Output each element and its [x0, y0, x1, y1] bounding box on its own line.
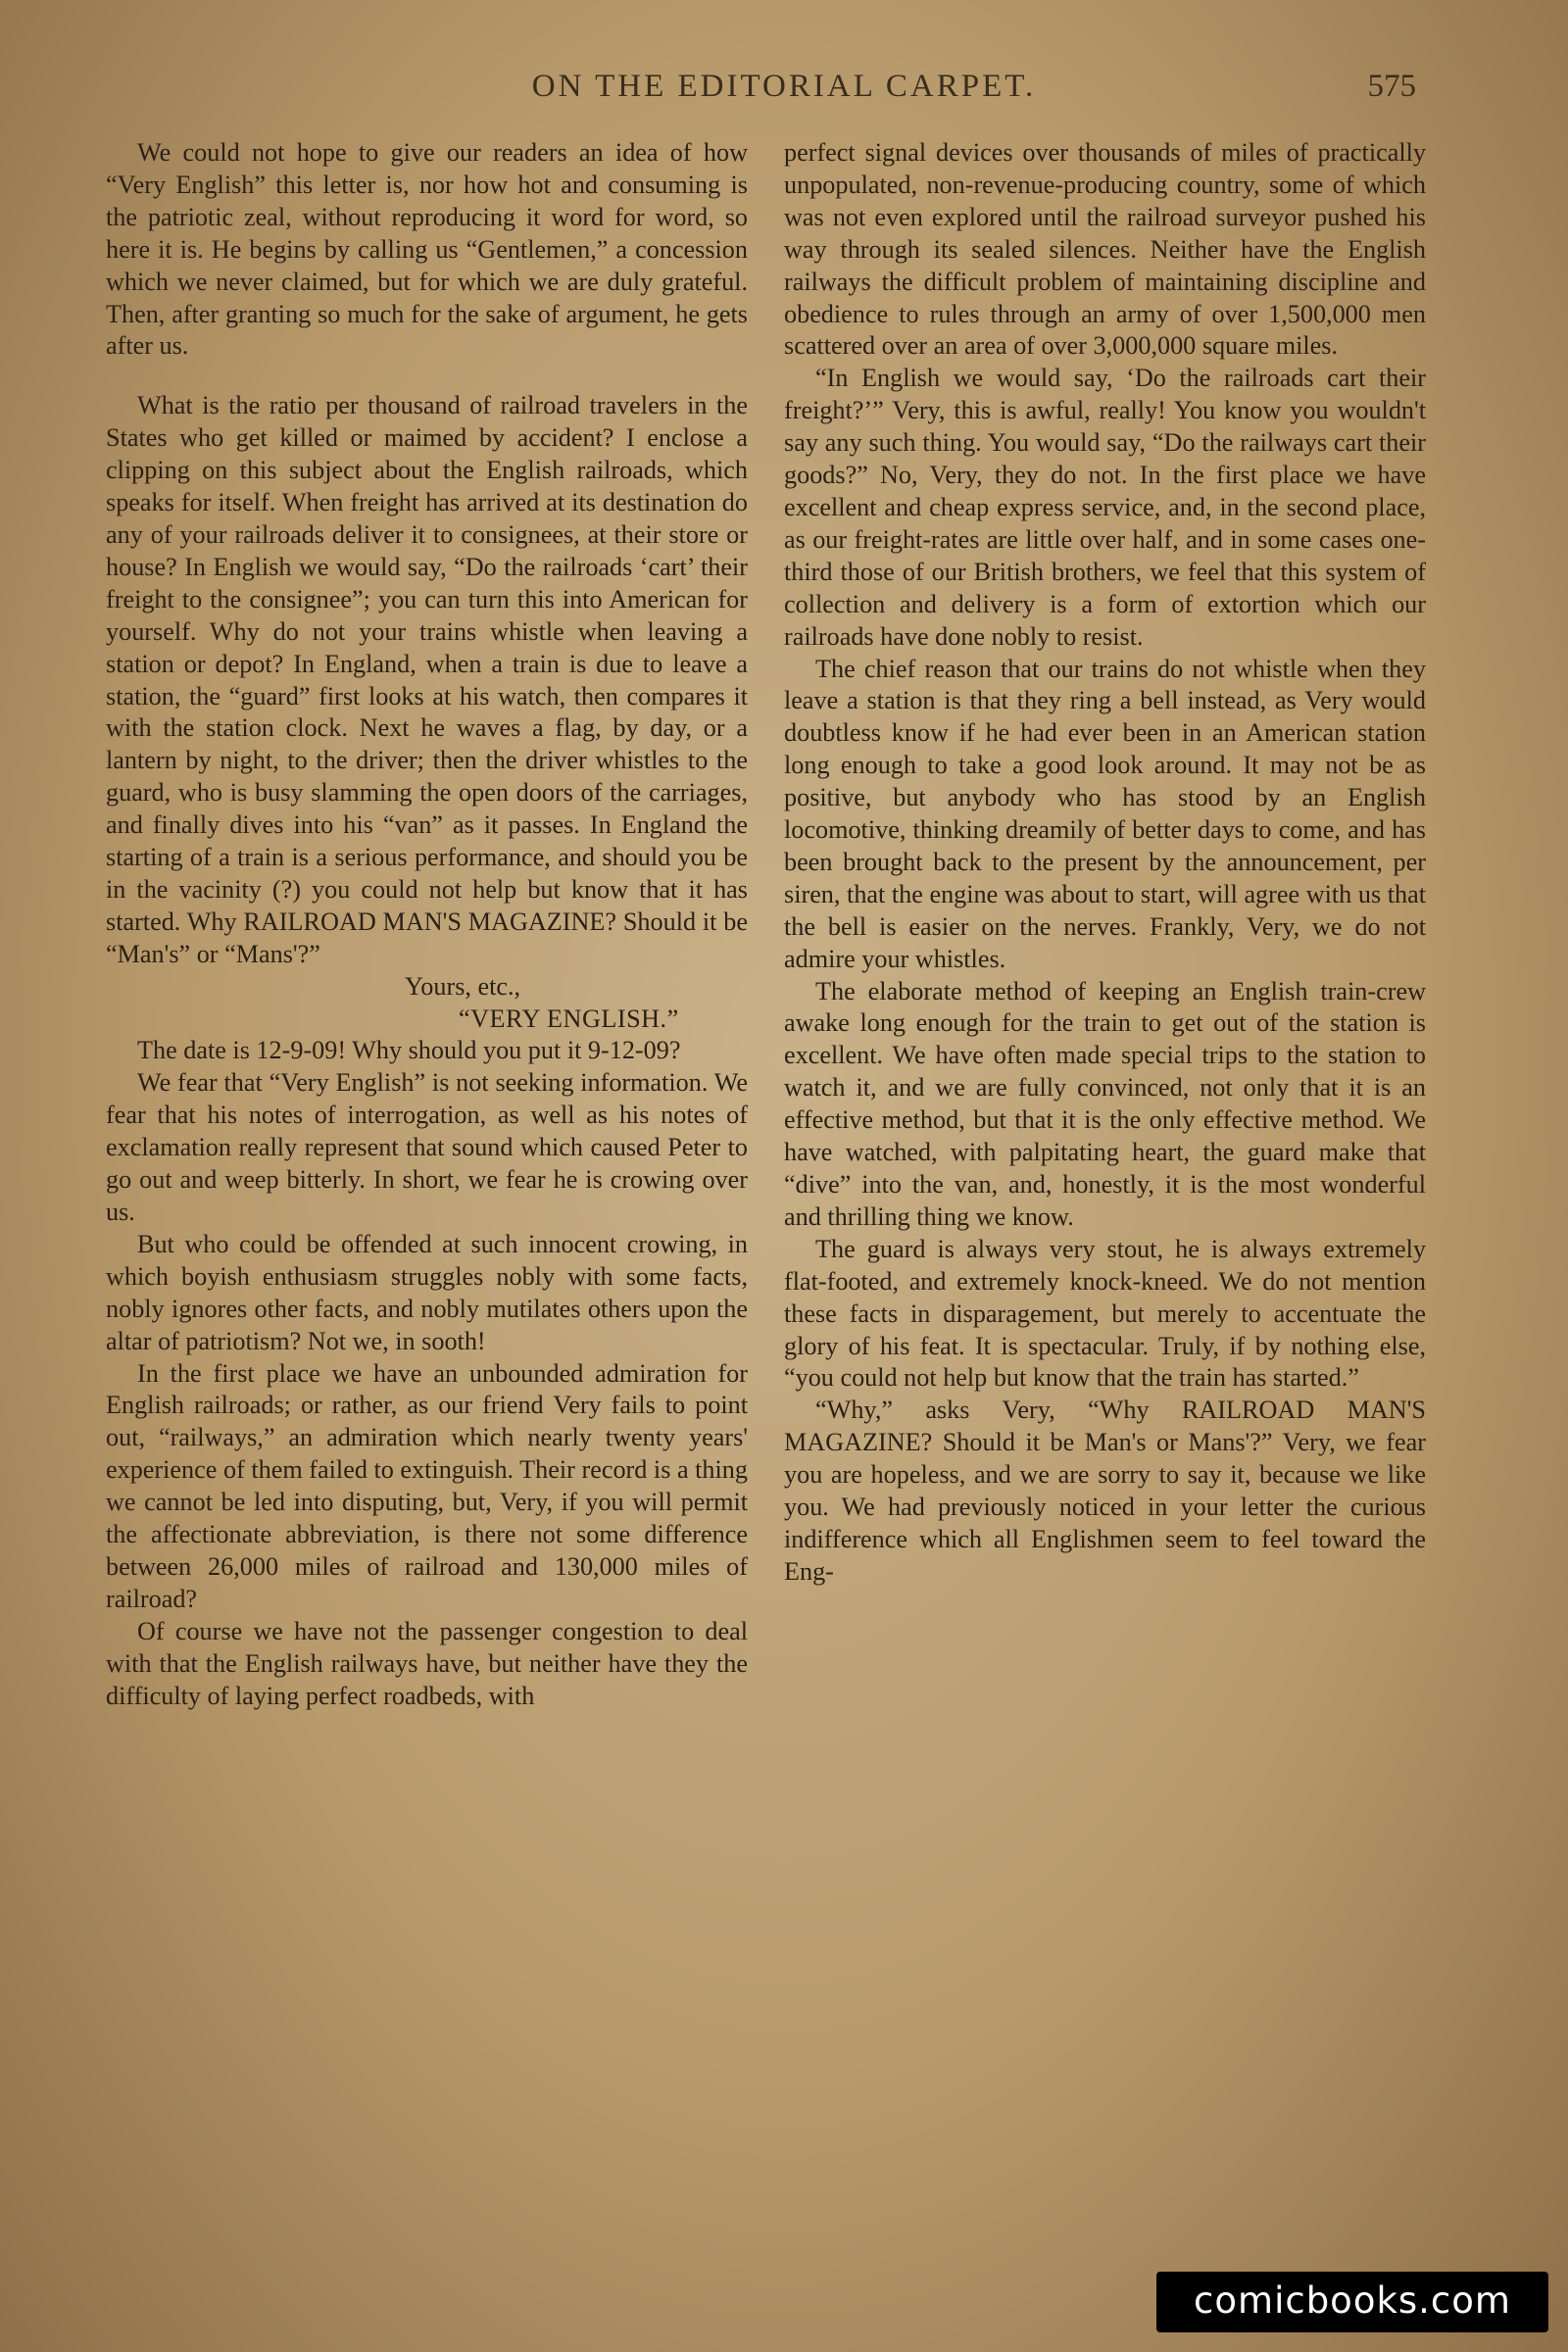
letter-paragraph: What is the ratio per thousand of railroad travelers in the States who get killed or maimed by accident? I enclose a clipping on this subject about the English railroads, which speaks for itself. When freight has arrived at its destination do any of your railroads deliver it to consignees, at their store or house? In English we would say, “Do the railroads ‘cart’ their freight to the consignee”; you can turn this into American for yourself. Why do not your trains whistle when leaving a station or depot? In England, when a train is due to leave a station, the “guard” first looks at his watch, then compares it with the station clock. Next he waves a flag, by day, or a lantern by night, to the driver; then the driver whistles to the guard, who is busy slamming the open doors of the carriages, and finally dives into his “van” as it passes. In England the starting of a train is a serious performance, and should you be in the vacinity (?) you could not help but know that it has started. Why RAILROAD MAN'S MAGAZINE? Should it be “Man's” or “Mans'?” [106, 391, 748, 968]
paragraph: We could not hope to give our readers an idea of how “Very English” this letter is, nor how hot and consuming is the patriotic zeal, without reproducing it word for word, so here it is. He begins by calling us “Gentlemen,” a concession which we never claimed, but for which we are duly grateful. Then, after granting so much for the sake of argument, he gets after us. [106, 138, 748, 361]
paragraph: We fear that “Very English” is not seeking information. We fear that his notes of interrogation, as well as his notes of exclamation really represent that sound which caused Peter to go out and weep bitterly. In short, we fear he is crowing over us. [106, 1068, 748, 1226]
paragraph-continued: perfect signal devices over thousands of miles of practically unpopulated, non-revenue-producing country, some of which was not even explored until the railroad surveyor pushed his way through its sealed silences. Neither have the English railways the difficult problem of maintaining discipline and obedience to rules through an army of over 1,500,000 men scattered over an area of over 3,000,000 square miles. [784, 138, 1426, 361]
paragraph: “Why,” asks Very, “Why RAILROAD MAN'S MAGAZINE? Should it be Man's or Mans'?” Very, we fear you are hopeless, and we are sorry to say it, because we like you. We had previously noticed in your letter the curious indifference which all Englishmen seem to feel toward the Eng- [784, 1396, 1426, 1586]
paragraph: The chief reason that our trains do not whistle when they leave a station is that they ring a bell instead, as Very would doubtless know if he had ever been in an American station long enough to take a good look around. It may not be as positive, but anybody who has stood by an English locomotive, thinking dreamily of better days to come, and has been brought back to the present by the announcement, per siren, that the engine was about to start, will agree with us that the bell is easier on the nerves. Frankly, Very, we do not admire your whistles. [784, 654, 1426, 973]
running-title: ON THE EDITORIAL CARPET. [531, 69, 1037, 104]
watermark-logo [1156, 2272, 1548, 2332]
page-header [0, 69, 1568, 118]
page-number: 575 [1367, 69, 1416, 104]
paragraph: The elaborate method of keeping an English train-crew awake long enough for the train to get out of the station is excellent. We have often made special trips to the station to watch it, and we are fully convinced, not only that it is an effective method, but that it is the only effective method. We have watched, with palpitating heart, the guard make that “dive” into the van, and, honestly, it is the most wonderful and thrilling thing we know. [784, 976, 1426, 1231]
paragraph: The date is 12-9-09! Why should you put it 9-12-09? [137, 1036, 681, 1065]
letter-signature: “VERY ENGLISH.” [459, 1004, 679, 1033]
letter-closing: Yours, etc., [405, 971, 521, 1001]
paragraph: In the first place we have an unbounded admiration for English railroads; or rather, as our friend Very fails to point out, “railways,” an admiration which nearly twenty years' experience of them failed to extinguish. Their record is a thing we cannot be led into disputing, but, Very, if you will permit the affectionate abbreviation, is there not some difference between 26,000 miles of railroad and 130,000 miles of railroad? [106, 1358, 748, 1613]
left-column [106, 137, 748, 1713]
watermark-text: comicbooks.com [1194, 2279, 1511, 2322]
paragraph: The guard is always very stout, he is always extremely flat-footed, and extremely knock-kneed. We do not mention these facts in disparagement, but merely to accentuate the glory of his feat. It is spectacular. Truly, if by nothing else, “you could not help but know that the train has started.” [784, 1234, 1426, 1393]
paragraph: “In English we would say, ‘Do the railroads cart their freight?’” Very, this is awful, really! You know you wouldn't say any such thing. You would say, “Do the railways cart their goods?” No, Very, they do not. In the first place we have excellent and cheap express service, and, in the second place, as our freight-rates are little over half, and in some cases one-third those of our British brothers, we feel that this system of collection and delivery is a form of extortion which our railroads have done nobly to resist. [784, 364, 1426, 651]
paragraph: Of course we have not the passenger congestion to deal with that the English railways have, but neither have they the difficulty of laying perfect roadbeds, with [106, 1616, 748, 1710]
right-column [784, 137, 1426, 1589]
paragraph: But who could be offended at such innocent crowing, in which boyish enthusiasm struggles nobly with some facts, nobly ignores other facts, and nobly mutilates others upon the altar of patriotism? Not we, in sooth! [106, 1229, 748, 1355]
